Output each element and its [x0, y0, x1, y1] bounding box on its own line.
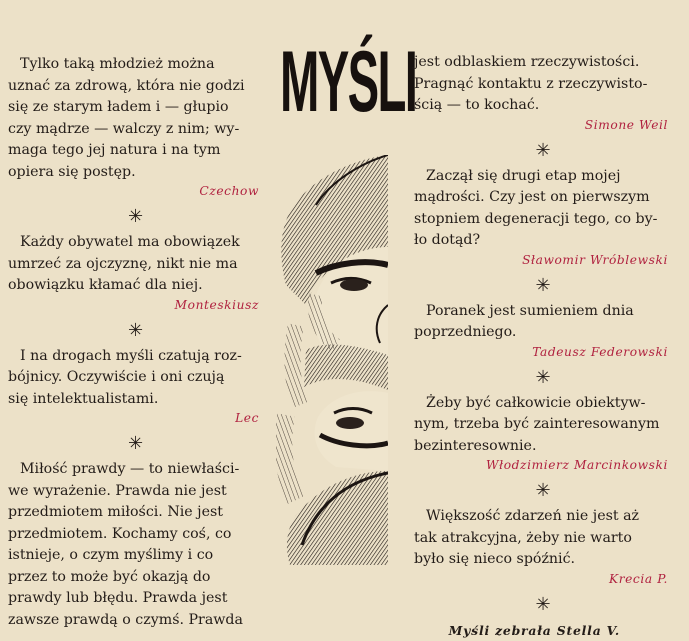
left-column — [8, 54, 263, 631]
quote-line: przedmiotem miłości. Nie jest — [8, 502, 263, 524]
quote-author: Włodzimierz Marcinkowski — [414, 457, 672, 473]
quote-line: nym, trzeba być zainteresowanym — [414, 414, 672, 436]
separator-asterisk: ✳ — [414, 367, 672, 389]
quote-block — [8, 54, 263, 199]
quote-line: Miłość prawdy — to niewłaści- — [8, 459, 263, 481]
quote-line: istnieje, o czym myślimy i co — [8, 545, 263, 567]
quote-author: Lec — [8, 410, 263, 426]
quote-line: uznać za zdrową, która nie godzi — [8, 76, 263, 98]
separator-asterisk: ✳ — [414, 140, 672, 162]
compiler-credit: Myśli zebrała Stella V. — [414, 620, 672, 641]
quote-block — [8, 459, 263, 631]
page-title: MYŚLI — [280, 36, 345, 128]
quote-line: Tylko taką młodzież można — [8, 54, 263, 76]
quote-line: maga tego jej natura i na tym — [8, 140, 263, 162]
quote-line: prawdy lub błędu. Prawda jest — [8, 588, 263, 610]
separator-asterisk: ✳ — [8, 320, 263, 342]
quote-author: Simone Weil — [414, 117, 672, 133]
quote-author: Krecia P. — [414, 571, 672, 587]
quote-block — [414, 166, 672, 268]
separator-asterisk: ✳ — [8, 206, 263, 228]
quote-line: bezinteresownie. — [414, 436, 672, 458]
quote-line: było się nieco spóźnić. — [414, 549, 672, 571]
quote-continuation — [414, 52, 672, 133]
quote-line: Poranek jest sumieniem dnia — [414, 301, 672, 323]
quote-line: obowiązku kłamać dla niej. — [8, 275, 263, 297]
quote-line: stopniem degeneracji tego, co by- — [414, 209, 672, 231]
right-column — [414, 52, 672, 641]
separator-asterisk: ✳ — [414, 480, 672, 502]
quote-line: bójnicy. Oczywiście i oni czują — [8, 367, 263, 389]
quote-line: Zaczął się drugi etap mojej — [414, 166, 672, 188]
quote-line: poprzedniego. — [414, 322, 672, 344]
quote-line: ło dotąd? — [414, 230, 672, 252]
separator-asterisk: ✳ — [414, 275, 672, 297]
quote-line: przedmiotem. Kochamy coś, co — [8, 524, 263, 546]
quote-line: się ze starym ładem i — głupio — [8, 97, 263, 119]
quote-line: czy mądrze — walczy z nim; wy- — [8, 119, 263, 141]
quote-author: Sławomir Wróblewski — [414, 252, 672, 268]
quote-author: Czechow — [8, 183, 263, 199]
quote-line: Każdy obywatel ma obowiązek — [8, 232, 263, 254]
quote-line: przez to może być okazją do — [8, 567, 263, 589]
quote-line: się intelektualistami. — [8, 389, 263, 411]
quote-line: Żeby być całkowicie obiektyw- — [414, 393, 672, 415]
quote-block — [8, 346, 263, 427]
quote-line: zawsze prawdą o czymś. Prawda — [8, 610, 263, 632]
quote-block — [414, 301, 672, 360]
quote-line: tak atrakcyjna, żeby nie warto — [414, 528, 672, 550]
quote-author: Monteskiusz — [8, 297, 263, 313]
quote-line: mądrości. Czy jest on pierwszym — [414, 187, 672, 209]
quote-line: we wyrażenie. Prawda nie jest — [8, 481, 263, 503]
quote-line: opiera się postęp. — [8, 162, 263, 184]
quote-block — [8, 232, 263, 313]
quote-line: Pragnąć kontaktu z rzeczywisto- — [414, 74, 672, 96]
quote-line: I na drogach myśli czatują roz- — [8, 346, 263, 368]
quote-block — [414, 393, 672, 474]
quote-line: jest odblaskiem rzeczywistości. — [414, 52, 672, 74]
separator-asterisk: ✳ — [414, 594, 672, 616]
quote-line: umrzeć za ojczyznę, nikt nie ma — [8, 254, 263, 276]
portrait-illustration — [276, 155, 388, 565]
separator-asterisk: ✳ — [8, 433, 263, 455]
quote-line: Większość zdarzeń nie jest aż — [414, 506, 672, 528]
quote-author: Tadeusz Federowski — [414, 344, 672, 360]
quote-block — [414, 506, 672, 587]
quote-line: ścią — to kochać. — [414, 95, 672, 117]
